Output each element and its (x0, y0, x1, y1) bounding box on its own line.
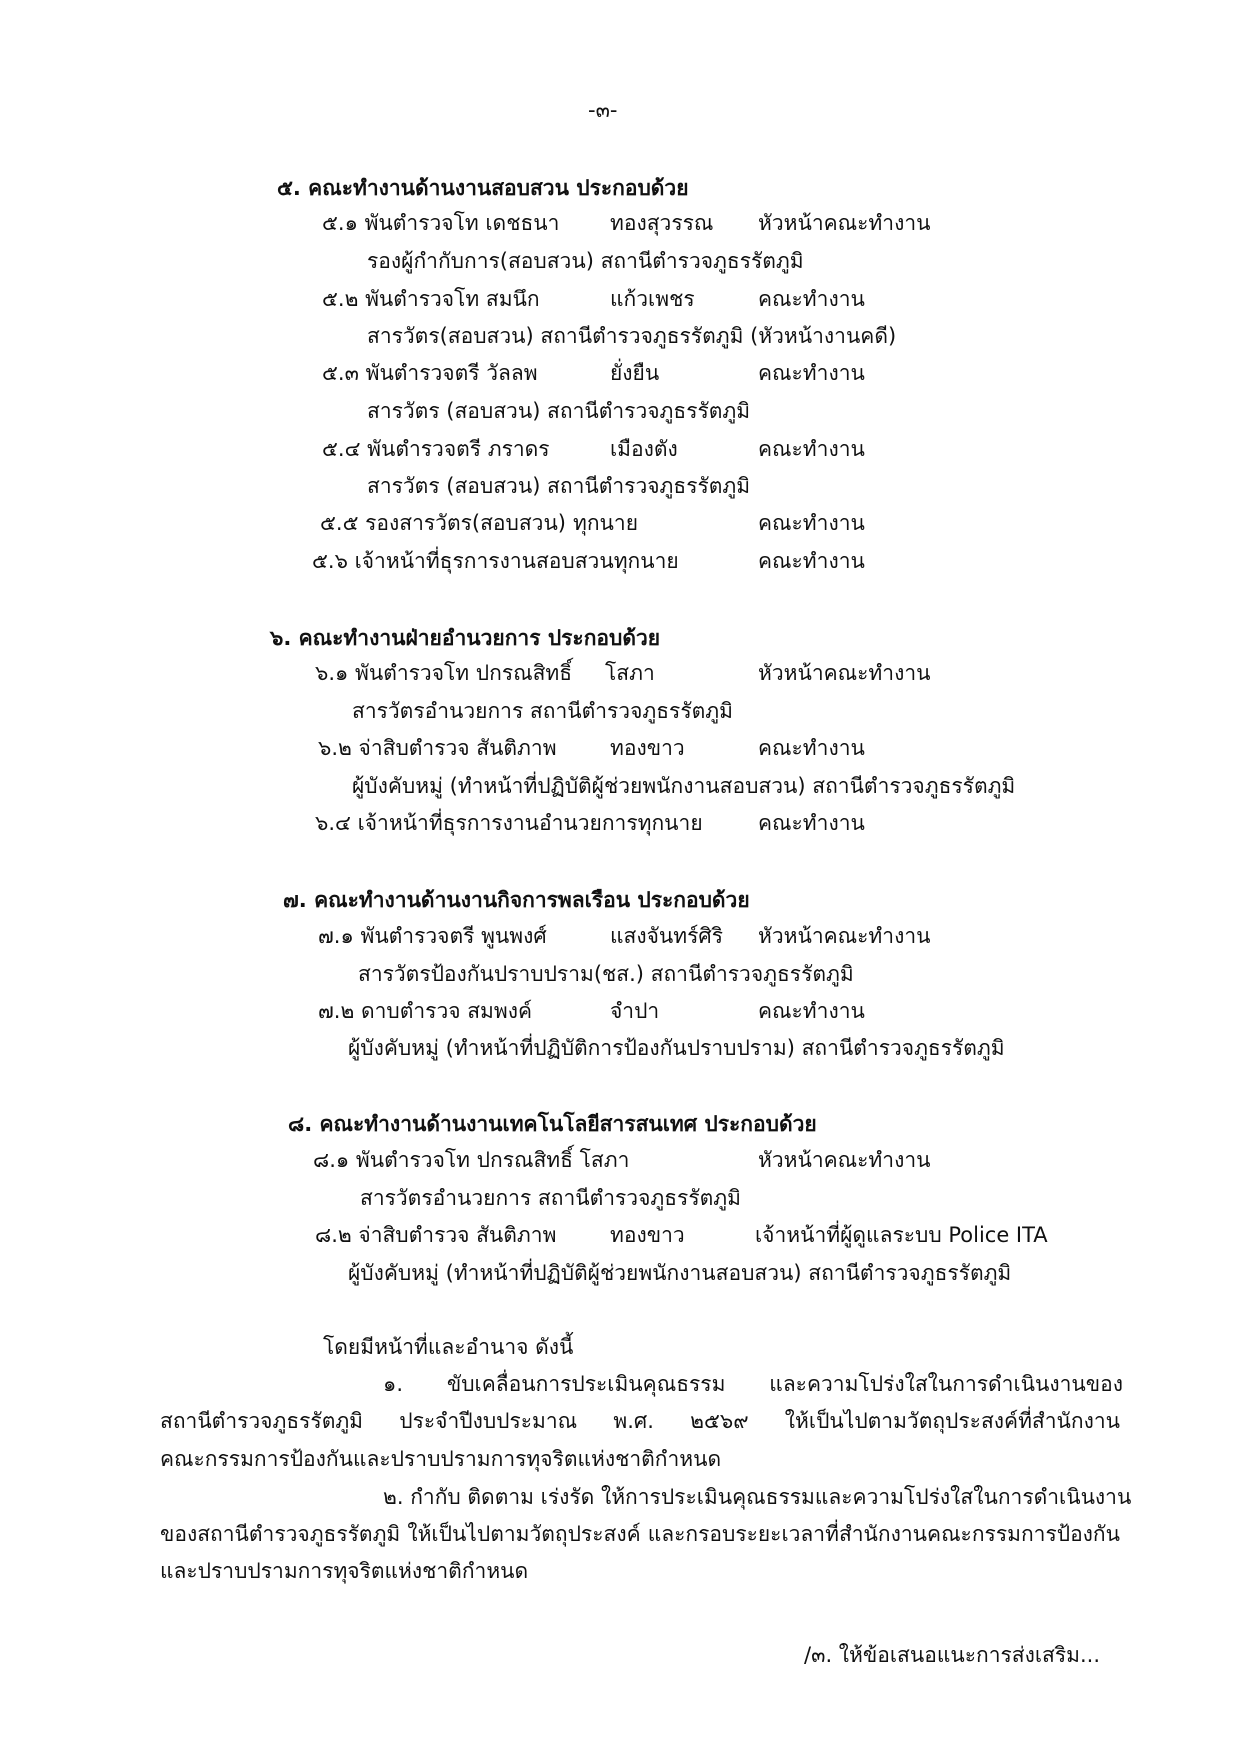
member-surname: ทองขาว (610, 736, 685, 760)
member-position: สารวัตร(สอบสวน) สถานีตำรวจภูธรรัตภูมิ (หัวหน้างานคดี) (367, 324, 897, 348)
member-name: ๕.๑ พันตำรวจโท เดชธนา (322, 211, 560, 235)
member-name: ๗.๒ ดาบตำรวจ สมพงค์ (318, 999, 533, 1023)
member-name: ๖.๑ พันตำรวจโท ปกรณสิทธิ์ (315, 661, 573, 685)
member-surname: ทองขาว (610, 1223, 685, 1247)
member-surname: เมืองตัง (610, 437, 678, 461)
member-name: ๕.๖ เจ้าหน้าที่ธุรการงานสอบสวนทุกนาย (312, 549, 679, 573)
member-position: สารวัตร (สอบสวน) สถานีตำรวจภูธรรัตภูมิ (367, 399, 751, 423)
duty-1-line-1: ๑. ขับเคลื่อนการประเมินคุณธรรม และความโปร่งใสในการดำเนินงานของ (383, 1372, 1123, 1396)
member-name: ๘.๒ จ่าสิบตำรวจ สันติภาพ (315, 1223, 557, 1247)
member-name: ๖.๔ เจ้าหน้าที่ธุรการงานอำนวยการทุกนาย (315, 811, 703, 835)
duty-2-line-3: และปราบปรามการทุจริตแห่งชาติกำหนด (160, 1559, 529, 1583)
member-role: คณะทำงาน (758, 549, 865, 573)
duty-2-line-2: ของสถานีตำรวจภูธรรัตภูมิ ให้เป็นไปตามวัตถุประสงค์ และกรอบระยะเวลาที่สำนักงานคณะกรรมการป้องกัน (160, 1522, 1120, 1546)
member-position: สารวัตรอำนวยการ สถานีตำรวจภูธรรัตภูมิ (360, 1186, 741, 1210)
member-name: ๕.๓ พันตำรวจตรี วัลลพ (322, 361, 538, 385)
member-role: หัวหน้าคณะทำงาน (758, 924, 931, 948)
member-surname: แก้วเพชร (610, 287, 695, 311)
member-name: ๖.๒ จ่าสิบตำรวจ สันติภาพ (318, 736, 557, 760)
member-surname: โสภา (605, 661, 655, 685)
member-surname: ทุกนาย (573, 511, 639, 535)
member-surname: ทองสุวรรณ (610, 211, 714, 235)
duty-1-line-3: คณะกรรมการป้องกันและปราบปรามการทุจริตแห่งชาติกำหนด (160, 1447, 722, 1471)
section-heading: ๖. คณะทำงานฝ่ายอำนวยการ ประกอบด้วย (270, 626, 661, 650)
member-position: สารวัตร (สอบสวน) สถานีตำรวจภูธรรัตภูมิ (367, 474, 751, 498)
member-role: คณะทำงาน (758, 999, 865, 1023)
member-surname: จำปา (610, 999, 660, 1023)
member-position: ผู้บังคับหมู่ (ทำหน้าที่ปฏิบัติผู้ช่วยพนักงานสอบสวน) สถานีตำรวจภูธรรัตภูมิ (348, 1261, 1012, 1285)
member-role: คณะทำงาน (758, 361, 865, 385)
duty-2-line-1: ๒. กำกับ ติดตาม เร่งรัด ให้การประเมินคุณธรรมและความโปร่งใสในการดำเนินงาน (383, 1485, 1132, 1509)
member-name: ๘.๑ พันตำรวจโท ปกรณสิทธิ์ โสภา (313, 1148, 630, 1172)
member-position: ผู้บังคับหมู่ (ทำหน้าที่ปฏิบัติการป้องกันปราบปราม) สถานีตำรวจภูธรรัตภูมิ (348, 1036, 1005, 1060)
member-name: ๕.๒ พันตำรวจโท สมนึก (322, 287, 540, 311)
member-role: คณะทำงาน (758, 511, 865, 535)
member-role: หัวหน้าคณะทำงาน (758, 1148, 931, 1172)
section-heading: ๗. คณะทำงานด้านงานกิจการพลเรือน ประกอบด้วย (283, 888, 750, 912)
member-position: ผู้บังคับหมู่ (ทำหน้าที่ปฏิบัติผู้ช่วยพนักงานสอบสวน) สถานีตำรวจภูธรรัตภูมิ (352, 774, 1016, 798)
member-name: ๕.๔ พันตำรวจตรี ภราดร (322, 437, 550, 461)
member-role: คณะทำงาน (758, 736, 865, 760)
member-role: เจ้าหน้าที่ผู้ดูแลระบบ Police ITA (755, 1223, 1048, 1247)
member-role: หัวหน้าคณะทำงาน (758, 211, 931, 235)
member-role: หัวหน้าคณะทำงาน (758, 661, 931, 685)
member-role: คณะทำงาน (758, 811, 865, 835)
member-position: สารวัตรอำนวยการ สถานีตำรวจภูธรรัตภูมิ (352, 699, 733, 723)
page-number: -๓- (588, 98, 618, 122)
member-name: ๗.๑ พันตำรวจตรี พูนพงศ์ (318, 924, 547, 948)
member-role: คณะทำงาน (758, 437, 865, 461)
member-position: สารวัตรป้องกันปราบปราม(ชส.) สถานีตำรวจภูธรรัตภูมิ (358, 962, 854, 986)
duty-1-line-2: สถานีตำรวจภูธรรัตภูมิ ประจำปีงบประมาณ พ.ศ. ๒๕๖๙ ให้เป็นไปตามวัตถุประสงค์ที่สำนักงาน (160, 1409, 1120, 1433)
member-surname: แสงจันทร์ศิริ (610, 924, 723, 948)
member-position: รองผู้กำกับการ(สอบสวน) สถานีตำรวจภูธรรัตภูมิ (367, 249, 804, 273)
section-heading: ๕. คณะทำงานด้านงานสอบสวน ประกอบด้วย (277, 176, 689, 200)
continuation-note: /๓. ให้ข้อเสนอแนะการส่งเสริม... (804, 1643, 1100, 1667)
section-heading: ๘. คณะทำงานด้านงานเทคโนโลยีสารสนเทศ ประกอบด้วย (288, 1112, 817, 1136)
member-role: คณะทำงาน (758, 287, 865, 311)
duties-intro: โดยมีหน้าที่และอำนาจ ดังนี้ (323, 1335, 574, 1359)
member-surname: ยั่งยืน (610, 361, 660, 385)
member-name: ๕.๕ รองสารวัตร(สอบสวน) (320, 511, 566, 535)
